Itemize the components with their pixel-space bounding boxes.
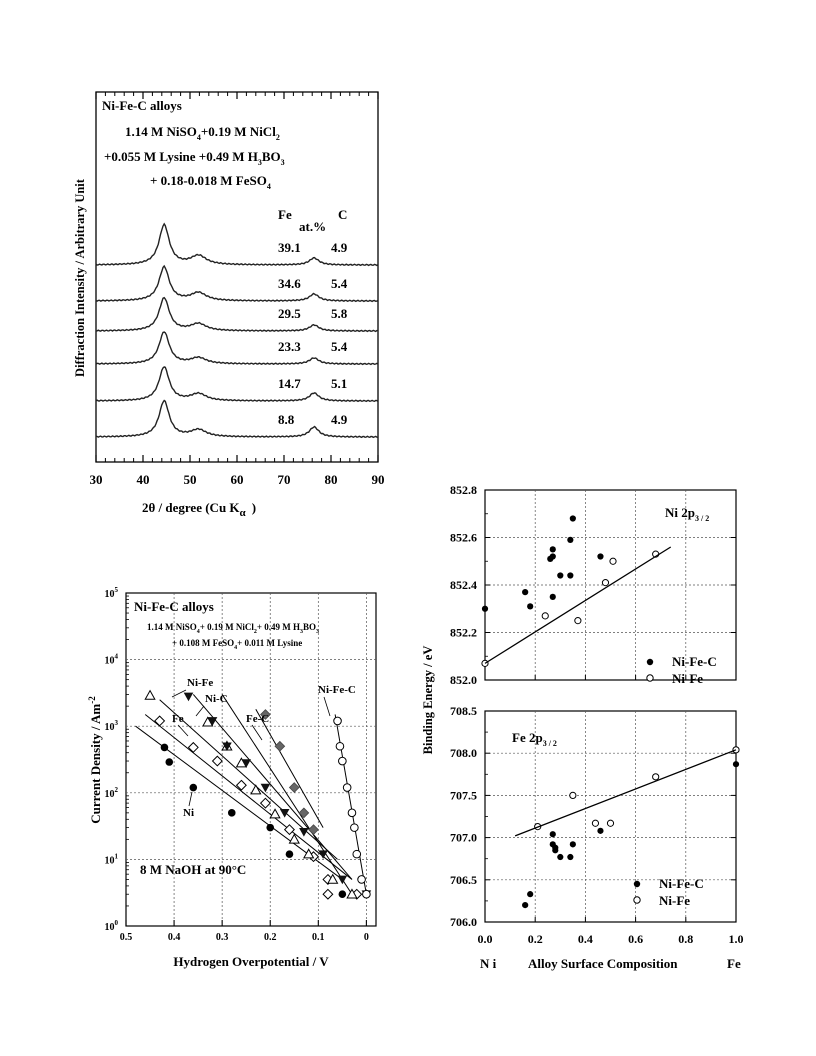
pol-point-ni: [339, 890, 347, 898]
pol-point-nifec: [351, 824, 359, 832]
xrd-fe-label: 29.5: [278, 306, 301, 321]
xrd-title-3: [104, 149, 285, 167]
polarization-panel: [87, 586, 376, 969]
pol-point-fe: [261, 798, 271, 808]
xps-ytick-label: 852.0: [450, 673, 477, 687]
pol-ytick-base: 10: [104, 788, 115, 800]
xps-point-nifec: [570, 841, 576, 847]
xps-xtick-label: 1.0: [728, 932, 744, 946]
xrd-tick-label: 50: [183, 472, 197, 487]
pol-bath-1: [147, 622, 319, 635]
xps-point-nifec: [567, 854, 573, 860]
xps-point-nifec: [550, 553, 556, 559]
xps-ytick-label: 852.4: [450, 578, 477, 592]
xps-point-nifec: [597, 553, 603, 559]
pol-point-fec: [309, 825, 319, 835]
pol-point-nifec: [363, 890, 371, 898]
xps-ytick-label: 852.6: [450, 530, 477, 545]
xps-ytick-label: 852.8: [450, 483, 477, 497]
xrd-title-3b: BO: [261, 149, 281, 164]
pol-point-nic: [270, 809, 280, 818]
xps-point-nifec: [550, 546, 556, 552]
pol-label-pointer: [196, 706, 204, 716]
fe2p-legend-filled-marker: [634, 881, 640, 887]
pol-label-pointer: [252, 725, 262, 740]
xrd-fe-label: 34.6: [278, 276, 301, 291]
xrd-title-2s2: 2: [275, 133, 280, 142]
pol-ytick-label: [105, 653, 119, 667]
pol-bath-1a: 1.14 M NiSO: [147, 622, 197, 632]
pol-ytick-base: 10: [104, 922, 115, 933]
pol-xtick-label: 0.1: [312, 932, 325, 943]
xrd-fe-label: 8.8: [278, 412, 295, 427]
pol-ytick-base: 10: [104, 722, 115, 734]
pol-series-label: Fe: [172, 713, 184, 725]
xps-xtick-label: 0.0: [477, 932, 493, 946]
xps-point-nifec: [570, 515, 576, 521]
xps-ytick-label: 706.0: [450, 915, 477, 929]
pol-series-labels: [172, 677, 356, 819]
xrd-fe-label: 14.7: [278, 376, 301, 391]
pol-ylabel-main: Current Density / Am: [88, 703, 103, 824]
ni2p-label: [665, 505, 709, 523]
xrd-title-2s1: 4: [196, 133, 201, 142]
ni2p-legend-1: Ni-Fe-C: [672, 654, 717, 669]
xrd-title-3s2: 3: [280, 158, 285, 167]
pol-point-nife: [184, 693, 194, 702]
pol-ytick-base: 10: [104, 589, 115, 600]
pol-series-label: Ni-C: [205, 693, 228, 705]
pol-bath-1s4: 3: [316, 629, 320, 635]
xps-ytick-label: 708.5: [450, 704, 477, 718]
ni2p-label-sub: 3 / 2: [694, 514, 710, 523]
xrd-c-label: 5.1: [331, 376, 348, 391]
xps-point-nifec: [527, 603, 533, 609]
xrd-c-label: 5.4: [331, 339, 348, 354]
xrd-title-4s1: 4: [266, 182, 271, 191]
xps-point-nifec: [567, 537, 573, 543]
xps-ytick-label: 707.5: [450, 788, 477, 803]
pol-point-nic: [145, 691, 155, 700]
pol-ytick-exp: 0: [114, 919, 118, 927]
xps-point-nifec: [550, 831, 556, 837]
fe2p-legend-2: Ni-Fe: [659, 893, 691, 908]
pol-point-nifec: [343, 784, 351, 792]
pol-xlabel: Hydrogen Overpotential / V: [173, 954, 329, 969]
pol-point-fe: [155, 716, 165, 726]
pol-ytick-label: [105, 852, 119, 866]
xps-xlabel-fe: Fe: [727, 956, 741, 971]
xrd-c-label: 4.9: [331, 240, 348, 255]
xps-point-nifec: [567, 572, 573, 578]
xrd-xlabel-end: ): [251, 500, 257, 515]
pol-ytick-base: 10: [104, 655, 115, 667]
pol-point-nife: [280, 809, 290, 818]
xps-point-nife: [610, 558, 616, 564]
pol-ytick-label: [105, 586, 119, 600]
xrd-col-at: at.%: [299, 219, 327, 234]
xrd-col-c: C: [338, 207, 348, 222]
xps-point-nife: [592, 820, 598, 826]
xps-point-nifec: [522, 589, 528, 595]
pol-point-fec: [275, 741, 285, 751]
pol-bath-2: [172, 638, 302, 651]
xrd-c-label: 4.9: [331, 412, 348, 427]
pol-title: Ni-Fe-C alloys: [134, 599, 214, 614]
pol-bath-2b: + 0.011 M Lysine: [237, 638, 303, 648]
xps-point-nife: [542, 613, 548, 619]
xrd-xlabel-sub: α: [239, 507, 246, 519]
pol-ytick-label: [105, 919, 119, 933]
pol-point-ni: [266, 824, 274, 832]
xrd-tick-label: 90: [371, 472, 385, 487]
xps-xtick-label: 0.2: [527, 932, 543, 946]
xps-point-nifec: [557, 572, 563, 578]
pol-ytick-base: 10: [104, 855, 115, 867]
xrd-title-4a: + 0.18-0.018 M FeSO: [150, 173, 267, 188]
pol-annotation: 8 M NaOH at 90°C: [140, 862, 247, 877]
pol-point-fec: [289, 783, 299, 793]
xrd-title-3s1: 3: [257, 158, 262, 167]
xrd-series-labels: [278, 240, 348, 427]
pol-ytick-exp: 1: [114, 852, 118, 861]
pol-point-ni: [190, 784, 198, 792]
pol-label-pointer: [189, 792, 192, 806]
pol-bath-1c: + 0.49 M H: [256, 622, 301, 632]
xps-points: [482, 515, 739, 908]
xrd-tick-label: 80: [324, 472, 338, 487]
pol-xtick-label: 0: [363, 932, 369, 943]
pol-point-ni: [165, 758, 173, 766]
pol-fit-line: [335, 714, 366, 894]
xps-point-nifec: [597, 828, 603, 834]
xrd-c-label: 5.4: [331, 276, 348, 291]
pol-ytick-exp: 5: [114, 586, 118, 594]
xps-point-nifec: [522, 902, 528, 908]
xps-point-nife: [602, 580, 608, 586]
pol-bath-2a: + 0.108 M FeSO: [172, 638, 235, 648]
pol-point-nifec: [334, 717, 342, 725]
pol-point-ni: [228, 809, 236, 817]
xps-ytick-label: 707.0: [450, 830, 477, 845]
pol-series-label: Ni: [183, 807, 194, 819]
xps-ytick-label: 706.5: [450, 872, 477, 887]
pol-xtick-label: 0.4: [167, 932, 181, 943]
pol-point-fec: [299, 808, 309, 818]
xps-point-nifec: [550, 594, 556, 600]
xps-fit-line: [485, 547, 671, 663]
pol-label-pointer: [324, 697, 330, 716]
xps-point-nifec: [733, 761, 739, 767]
xrd-title-1: Ni-Fe-C alloys: [102, 98, 182, 113]
xrd-title-3a: +0.055 M Lysine +0.49 M H: [104, 149, 258, 164]
xps-point-nifec: [527, 891, 533, 897]
xps-point-nife: [653, 774, 659, 780]
xps-point-nifec: [482, 606, 488, 612]
xrd-fe-label: 23.3: [278, 339, 301, 354]
xps-point-nife: [607, 820, 613, 826]
xps-panels: [421, 483, 744, 971]
pol-ytick-label: [105, 786, 119, 800]
pol-ytick-exp: 2: [114, 785, 118, 794]
pol-bath-1s2: 2: [253, 629, 257, 635]
xrd-c-label: 5.8: [331, 306, 348, 321]
xrd-xlabel-main: 2θ / degree (Cu K: [142, 500, 240, 515]
xrd-tick-label: 60: [230, 472, 244, 487]
pol-point-fe: [213, 756, 223, 766]
fe2p-legend-1: Ni-Fe-C: [659, 876, 704, 891]
pol-point-nifec: [339, 757, 347, 765]
pol-label-pointer: [178, 725, 188, 736]
xps-xlabel-mid: Alloy Surface Composition: [528, 956, 678, 971]
fe2p-label-main: Fe 2p: [512, 730, 543, 745]
pol-ylabel: [87, 696, 103, 824]
xrd-tick-label: 30: [89, 472, 103, 487]
pol-xtick-label: 0.3: [215, 932, 229, 943]
xps-ylabel: Binding Energy / eV: [421, 645, 435, 755]
xps-xtick-label: 0.8: [678, 932, 694, 946]
pol-xtick-label: 0.5: [119, 932, 133, 943]
pol-point-nife: [338, 876, 348, 885]
xrd-tick-label: 70: [277, 472, 291, 487]
xps-ytick-label: 708.0: [450, 746, 477, 761]
xrd-title-2b: +0.19 M NiCl: [200, 124, 276, 139]
xrd-tick-label: 40: [136, 472, 150, 487]
pol-point-nifec: [336, 742, 344, 750]
pol-point-fe: [323, 889, 333, 899]
xps-ytick-label: 852.2: [450, 625, 477, 640]
xps-point-nifec: [552, 847, 558, 853]
xps-point-nifec: [557, 854, 563, 860]
xrd-col-fe: Fe: [278, 207, 292, 222]
xps-xlabel-ni: N i: [480, 956, 497, 971]
pol-bath-1s: 4: [196, 629, 200, 635]
pol-series-label: Fe-C: [246, 713, 270, 725]
pol-point-nifec: [358, 876, 366, 884]
pol-point-ni: [161, 744, 169, 752]
xps-fit-line: [515, 750, 736, 836]
pol-ytick-exp: 4: [114, 652, 118, 661]
ni2p-legend-2: Ni-Fe: [672, 671, 704, 686]
pol-ytick-label: [105, 719, 119, 733]
xps-point-nife: [570, 792, 576, 798]
fe2p-label: [512, 730, 557, 748]
xrd-fe-label: 39.1: [278, 240, 301, 255]
xrd-title-2a: 1.14 M NiSO: [125, 124, 197, 139]
ni2p-legend-open-marker: [647, 675, 653, 681]
ni2p-legend-filled-marker: [647, 659, 653, 665]
xrd-title-2: [125, 124, 280, 142]
pol-bath-1b: + 0.19 M NiCl: [199, 622, 254, 632]
xps-xtick-label: 0.4: [577, 932, 593, 946]
xps-point-nife: [575, 618, 581, 624]
xrd-ylabel: Diffraction Intensity / Arbitrary Unit: [73, 179, 87, 377]
pol-point-nifec: [348, 809, 356, 817]
pol-bath-2s: 4: [234, 645, 238, 651]
xps-xtick-label: 0.6: [628, 932, 644, 946]
pol-xtick-label: 0.2: [263, 932, 277, 943]
pol-ylabel-sup: -2: [87, 696, 97, 704]
pol-series-label: Ni-Fe-C: [318, 684, 356, 696]
pol-point-nifec: [353, 850, 361, 858]
xrd-curves: [96, 224, 378, 437]
pol-bath-1d: BO: [303, 622, 317, 632]
pol-bath-1s3: 3: [300, 629, 304, 635]
ni2p-label-main: Ni 2p: [665, 505, 695, 520]
xrd-xlabel: [142, 500, 256, 519]
pol-series-label: Ni-Fe: [187, 677, 214, 689]
xrd-panel: [73, 92, 385, 519]
pol-point-ni: [286, 850, 294, 858]
pol-ytick-exp: 3: [114, 719, 118, 728]
fe2p-legend-open-marker: [634, 897, 640, 903]
xrd-title-4: [150, 173, 271, 191]
pol-fit-line: [256, 709, 323, 827]
fe2p-label-sub: 3 / 2: [542, 739, 557, 748]
